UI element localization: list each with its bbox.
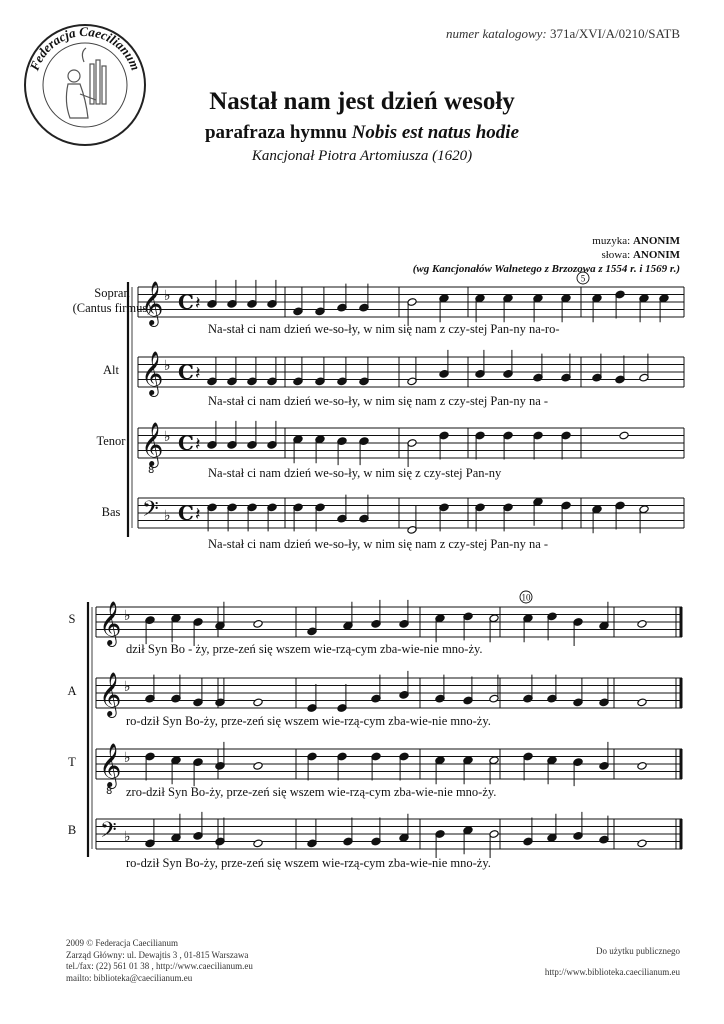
flat-sign: ♭ [124, 679, 131, 695]
subtitle-prefix: parafraza hymnu [204, 122, 347, 143]
part-label-tenor: Tenor [96, 434, 126, 448]
quarter-rest: 𝄽 [195, 293, 201, 314]
source-note: (wg Kancjonałów Walnetego z Brzozowa z 1554 r. i 1569 r.) [412, 263, 680, 275]
treble-clef: 𝄞 [99, 672, 122, 716]
footer-contact: 2009 © Federacja Caecilianum Zarząd Główny: ul. Dewajtis 3 , 01-815 Warszawa tel./fax: (22) 561 01 38 , http://www.caecilianum.eu mailto: biblioteka@caecilianum.eu [66, 938, 253, 983]
flat-sign: ♭ [164, 508, 171, 524]
time-signature: C [178, 360, 194, 384]
quarter-rest: 𝄽 [195, 434, 201, 455]
flat-sign: ♭ [124, 608, 131, 624]
note-head [253, 839, 263, 848]
treble-clef: 𝄞 [141, 351, 164, 395]
note-head [253, 761, 263, 770]
lyrics-tenor-2: zro-dził Syn Bo-ży, prze-zeń się wszem wie-rzą-cym zba-wie-nie mno-ży. [126, 785, 497, 799]
treble-clef: 𝄞 [99, 743, 122, 787]
lyrics-bass-2: ro-dził Syn Bo-ży, prze-zeń się wszem wie-rzą-cym zba-wie-nie mno-ży. [126, 856, 491, 870]
words-author: ANONIM [632, 249, 680, 261]
flat-sign: ♭ [164, 429, 171, 445]
measure-number: 5 [580, 273, 586, 284]
note-head [637, 698, 647, 707]
lyrics-soprano-1: Na-stał ci nam dzień we-so-ły, w nim się nam z czy-stej Pan-ny na-ro- [208, 322, 560, 336]
flat-sign: ♭ [124, 829, 131, 845]
quarter-rest: 𝄽 [195, 504, 201, 525]
note-head [637, 619, 647, 628]
piece-source: Kancjonał Piotra Artomiusza (1620) [251, 148, 473, 164]
words-label: słowa: [601, 249, 631, 261]
note-head [253, 619, 263, 628]
footer-library: Do użytku publicznego http://www.biblioteka.caecilianum.eu [544, 946, 680, 977]
part-label-soprano: Sopran (Cantus firmus) [72, 286, 152, 315]
note-head [637, 839, 647, 848]
treble-clef: 𝄞 [99, 601, 122, 645]
quarter-rest: 𝄽 [195, 363, 201, 384]
flat-sign: ♭ [164, 358, 171, 374]
lyrics-alto-1: Na-stał ci nam dzień we-so-ły, w nim się nam z czy-stej Pan-ny na - [208, 394, 549, 408]
octave-mark: 8 [106, 786, 113, 797]
catalog-value: 371a/XVI/A/0210/SATB [550, 26, 680, 41]
part-label-b: B [67, 823, 77, 837]
music-composer: ANONIM [632, 235, 680, 247]
svg-text:Federacja Caecilianum: Federacja Caecilianum [26, 23, 144, 73]
part-label-a: A [67, 684, 77, 698]
time-signature: C [178, 501, 194, 525]
subtitle-hymn: Nobis est natus hodie [351, 122, 520, 143]
note-head [253, 698, 263, 707]
lyrics-tenor-1: Na-stał ci nam dzień we-so-ły, w nim się z czy-stej Pan-ny [208, 466, 502, 480]
part-label-bass: Bas [101, 505, 121, 519]
music-label: muzyka: [592, 235, 631, 247]
treble-clef: 𝄞 [141, 422, 164, 466]
flat-sign: ♭ [164, 288, 171, 304]
piece-title: Nastał nam jest dzień wesoły [209, 88, 515, 115]
time-signature: C [178, 431, 194, 455]
catalog-label: numer katalogowy: [446, 26, 547, 41]
part-label-alto: Alt [103, 363, 119, 377]
lyrics-soprano-2: dził Syn Bo - ży, prze-zeń się wszem wie-rzą-cym zba-wie-nie mno-ży. [126, 642, 483, 656]
part-label-t: T [68, 755, 76, 769]
flat-sign: ♭ [124, 750, 131, 766]
bass-clef: 𝄢 [100, 818, 117, 848]
part-label-s: S [68, 612, 76, 626]
note-head [619, 431, 629, 440]
lyrics-alto-2: ro-dził Syn Bo-ży, prze-zeń się wszem wie-rzą-cym zba-wie-nie mno-ży. [126, 714, 491, 728]
treble-clef: 𝄞 [141, 281, 164, 325]
note-head [637, 761, 647, 770]
measure-number: 10 [521, 592, 531, 603]
octave-mark: 8 [148, 465, 155, 476]
bass-clef: 𝄢 [142, 497, 159, 527]
time-signature: C [178, 290, 194, 314]
lyrics-bass-1: Na-stał ci nam dzień we-so-ły, w nim się nam z czy-stej Pan-ny na - [208, 537, 549, 551]
